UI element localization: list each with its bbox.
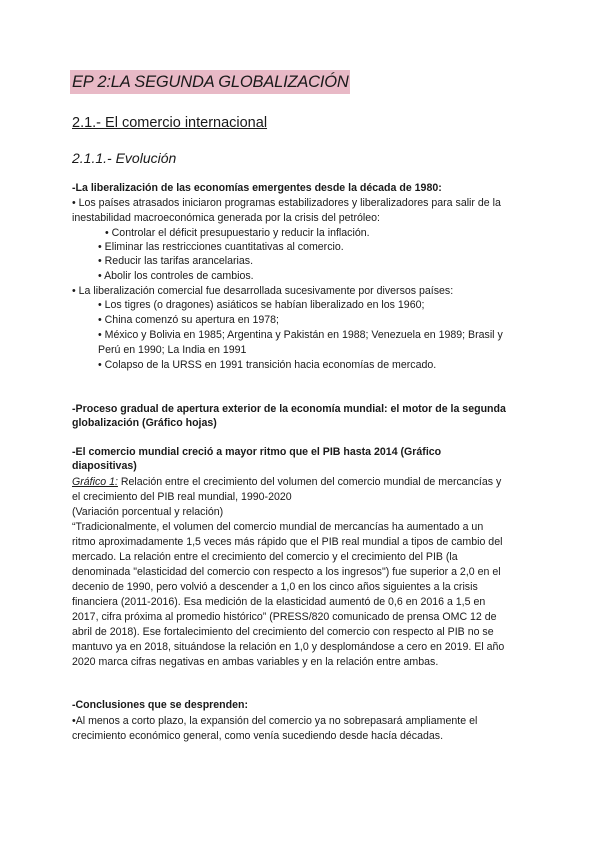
list-item: • China comenzó su apertura en 1978; (98, 314, 279, 326)
quote-line: decenio de 1990, pero volvió a descender a 1,0 en los cinco años siguientes a la crisis (72, 581, 478, 593)
grafico-text: Relación entre el crecimiento del volumen del comercio mundial de mercancías y (117, 476, 502, 488)
quote-line: “Tradicionalmente, el volumen del comercio mundial de mercancías ha aumentado a un (72, 521, 484, 533)
list-item-continuation: Perú en 1990; La India en 1991 (98, 344, 247, 356)
paragraph-line: el crecimiento del PIB real mundial, 1990-2020 (72, 491, 292, 503)
grafico-label: Gráfico 1: (72, 476, 118, 488)
list-item: • Abolir los controles de cambios. (98, 270, 254, 282)
quote-line: denominada "elasticidad del comercio con respecto a los ingresos") fue superior a 2,0 en el (72, 566, 501, 578)
list-item: • Reducir las tarifas arancelarias. (98, 255, 254, 267)
comercio-heading-cont: diapositivas) (72, 460, 137, 472)
grafico-caption (72, 475, 501, 489)
paragraph-line: • La liberalización comercial fue desarrollada sucesivamente por diversos países: (72, 285, 454, 297)
section-heading: 2.1.- El comercio internacional (72, 115, 268, 131)
quote-line: 2020 marca cifras negativas en ambas variables y en la relación entre ambas. (72, 656, 439, 668)
list-item: • Eliminar las restricciones cuantitativas al comercio. (98, 241, 344, 253)
quote-line: 2017, cifra próxima al promedio histórico” (PRESS/820 comunicado de prensa OMC 12 de (72, 611, 497, 623)
comercio-heading: -El comercio mundial creció a mayor ritmo que el PIB hasta 2014 (Gráfico (72, 446, 442, 458)
quote-line: abril de 2018). Ese fortalecimiento del crecimiento del comercio con respecto al PIB no se (72, 626, 494, 638)
list-item: • Los tigres (o dragones) asiáticos se habían liberalizado en los 1960; (98, 299, 425, 311)
apertura-heading-cont: globalización (Gráfico hojas) (72, 417, 217, 429)
chapter-title: EP 2:LA SEGUNDA GLOBALIZACIÓN (70, 70, 350, 94)
quote-line: financiera (2011-2016). Esa medición de la elasticidad aumentó de 0,6 en 2016 a 1,5 en (72, 596, 486, 608)
list-item: • Colapso de la URSS en 1991 transición hacia economías de mercado. (98, 359, 437, 371)
liberalizacion-heading: -La liberalización de las economías emergentes desde la década de 1980: (72, 182, 442, 194)
conclusiones-heading: -Conclusiones que se desprenden: (72, 699, 249, 711)
paragraph-line: (Variación porcentual y relación) (72, 506, 224, 518)
list-item: • Controlar el déficit presupuestario y reducir la inflación. (105, 227, 370, 239)
quote-line: ritmo aproximadamente 1,5 veces más rápido que el PIB real mundial a tipos de cambio del (72, 536, 503, 548)
paragraph-line: inestabilidad macroeconómica generada por la crisis del petróleo: (72, 212, 380, 224)
list-item: • México y Bolivia en 1985; Argentina y Pakistán en 1988; Venezuela en 1989; Brasil y (98, 329, 503, 341)
subsection-heading: 2.1.1.- Evolución (72, 150, 177, 166)
paragraph-line: •Al menos a corto plazo, la expansión del comercio ya no sobrepasará ampliamente el (72, 715, 478, 727)
paragraph-line: crecimiento económico general, como venía sucediendo desde hacía décadas. (72, 730, 444, 742)
apertura-heading: -Proceso gradual de apertura exterior de la economía mundial: el motor de la segunda (72, 403, 506, 415)
paragraph-line: • Los países atrasados iniciaron programas estabilizadores y liberalizadores para salir de la (72, 197, 501, 209)
quote-line: mantuvo ya en 2018, situándose la relación en 1,0 y desplomándose a cero en 2019. El año (72, 641, 505, 653)
quote-line: mercado. La relación entre el crecimiento del comercio y el crecimiento del PIB (la (72, 551, 458, 563)
